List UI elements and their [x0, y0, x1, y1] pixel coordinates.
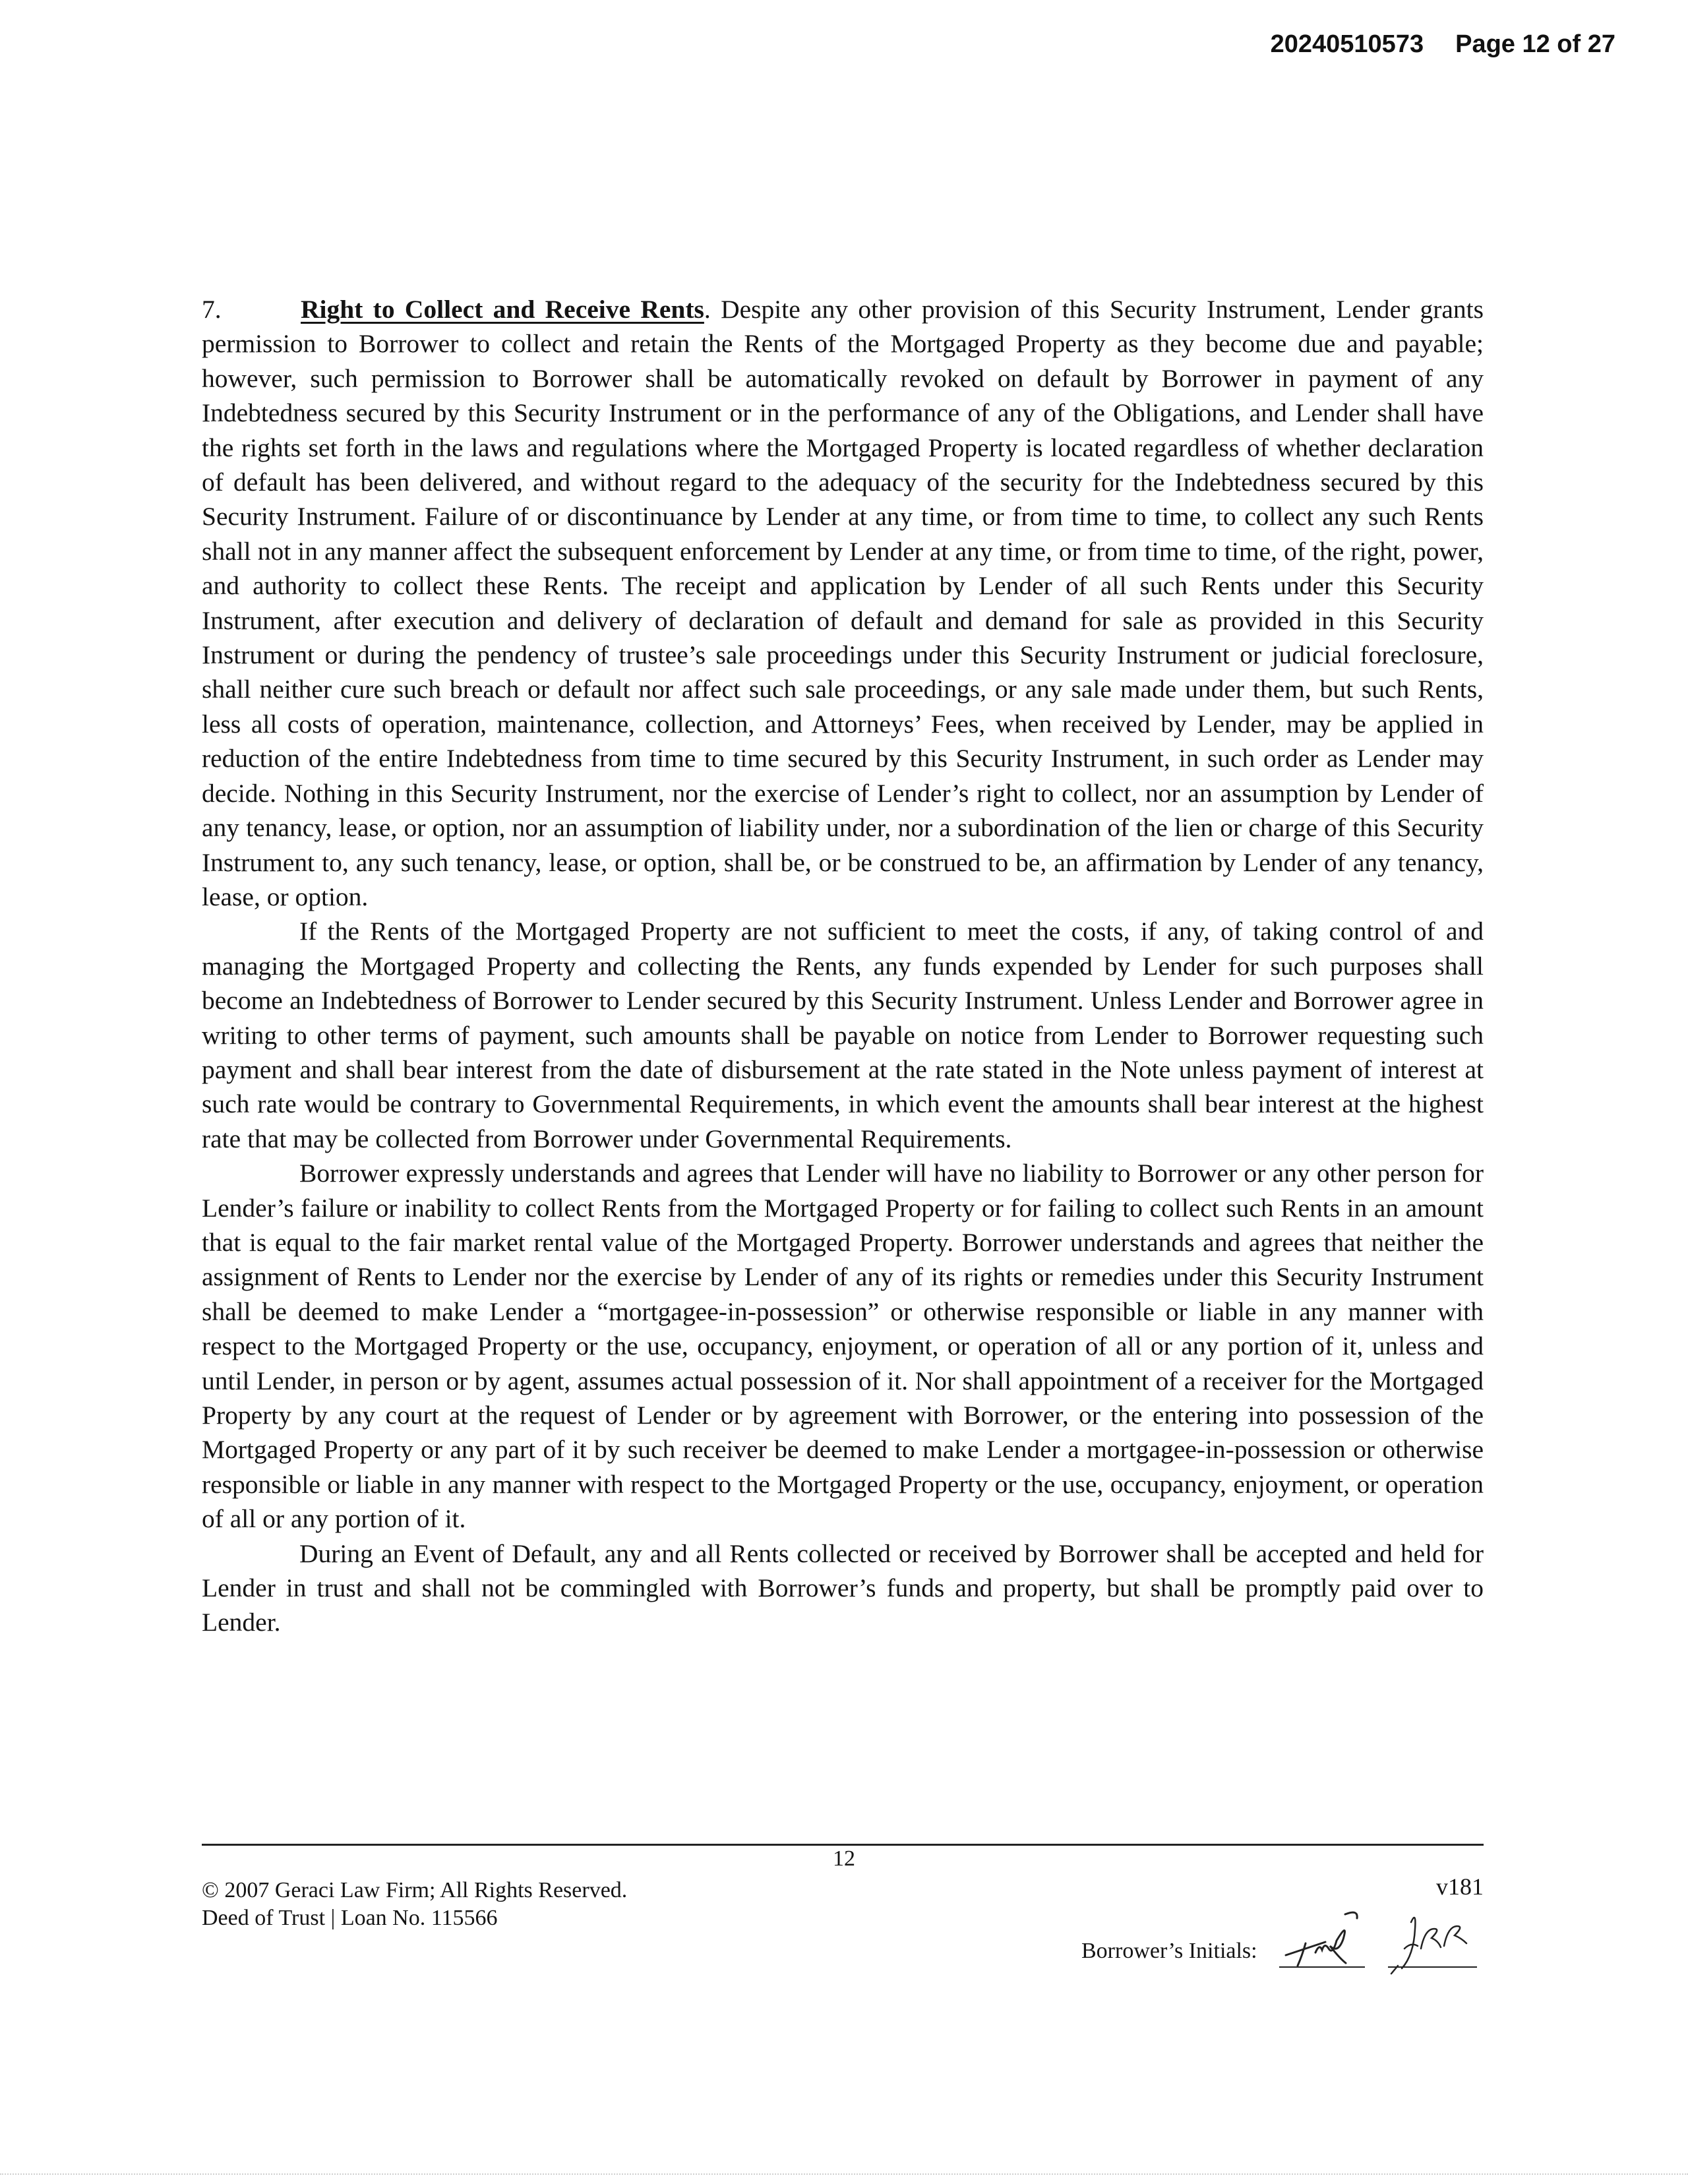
paragraph-1: . Despite any other provision of this Security Instrument, Lender grants permission to Borrower to collect and retain the Rents of the Mortgaged Property as they become due and payable; however, such permission to Borrower shall be automatically revoked on default by Borrower in payment of any Indebtedness secured by this Security Instrument or in the performance of any of the Obligations, and Lender shall have the rights set forth in the laws and regulations where the Mortgaged Property is located regardless of whether declaration of default has been delivered, and without regard to the adequacy of the security for the Indebtedness secured by this Security Instrument. Failure of or discontinuance by Lender at any time, or from time to time, to collect any such Rents shall not in any manner affect the subsequent enforcement by Lender at any time, or from time to time, of the right, power, and authority to collect these Rents. The receipt and application by Lender of all such Rents under this Security Instrument, after execution and delivery of declaration of default and demand for sale as provided in this Security Instrument or during the pendency of trustee’s sale proceedings under this Security Instrument or judicial foreclosure, shall neither cure such breach or default nor affect such sale proceedings, or any sale made under them, but such Rents, less all costs of operation, maintenance, collection, and Attorneys’ Fees, when received by Lender, may be applied in reduction of the entire Indebtedness from time to time secured by this Security Instrument, in such order as Lender may decide. Nothing in this Security Instrument, nor the exercise of Lender’s right to collect, nor an assumption by Lender of any tenancy, lease, or option, nor an assumption of liability under, nor a subordination of the lien or charge of this Security Instrument to, any such tenancy, lease, or option, shall be, or be construed to be, an affirmation by Lender of any tenancy, lease, or option.: [202, 295, 1484, 911]
document-number: 20240510573: [1270, 30, 1424, 58]
paragraph-3: Borrower expressly understands and agrees that Lender will have no liability to Borrower or any other person for Lender’s failure or inability to collect Rents from the Mortgaged Property or for failing to collect such Rents in an amount that is equal to the fair market rental value of the Mortgaged Property. Borrower understands and agrees that neither the assignment of Rents to Lender nor the exercise by Lender of any of its rights or remedies under this Security Instrument shall be deemed to make Lender a “mortgagee-in-possession” or otherwise responsible or liable in any manner with respect to the Mortgaged Property or the use, occupancy, enjoyment, or operation of all or any portion of it, unless and until Lender, in person or by agent, assumes actual possession of it. Nor shall appointment of a receiver for the Mortgaged Property by any court at the request of Lender or by agreement with Borrower, or the entering into possession of the Mortgaged Property or any part of it by such receiver be deemed to make Lender a mortgagee-in-possession or otherwise responsible or liable in any manner with respect to the Mortgaged Property or the use, occupancy, enjoyment, or operation of all or any portion of it.: [202, 1159, 1484, 1534]
document-body: [202, 292, 1484, 1640]
form-version: v181: [1436, 1873, 1484, 1900]
borrower-initials: [1081, 1902, 1490, 1975]
document-reference: Deed of Trust | Loan No. 115566: [202, 1906, 498, 1930]
section-number: 7.: [202, 295, 222, 324]
paragraph-4: During an Event of Default, any and all Rents collected or received by Borrower shall be accepted and held for Lender in trust and shall not be commingled with Borrower’s funds and property, but shall be promptly paid over to Lender.: [202, 1538, 1484, 1637]
page-number: 12: [833, 1846, 855, 1871]
recording-header: [1271, 30, 1615, 59]
section-heading: Right to Collect and Receive Rents: [301, 295, 704, 324]
footer-info: [202, 1877, 627, 1932]
scan-edge: [0, 2173, 1688, 2175]
page-label: Page 12 of 27: [1455, 30, 1615, 58]
paragraph-2: If the Rents of the Mortgaged Property are not sufficient to meet the costs, if any, of taking control of and managing the Mortgaged Property and collecting the Rents, any funds expended by Lender for such purposes shall become an Indebtedness of Borrower to Lender secured by this Security Instrument. Unless Lender and Borrower agree in writing to other terms of payment, such amounts shall be payable on notice from Lender to Borrower requesting such payment and shall bear interest from the date of disbursement at the rate stated in the Note unless payment of interest at such rate would be contrary to Governmental Requirements, in which event the amounts shall bear interest at the highest rate that may be collected from Borrower under Governmental Requirements.: [202, 917, 1484, 1153]
initials-signature-icon: [1279, 1902, 1490, 1975]
section-paragraph: [202, 292, 1484, 914]
copyright-notice: © 2007 Geraci Law Firm; All Rights Reserved.: [202, 1878, 628, 1902]
initials-label: Borrower’s Initials:: [1081, 1939, 1257, 1963]
footer-rule: [202, 1844, 1484, 1846]
